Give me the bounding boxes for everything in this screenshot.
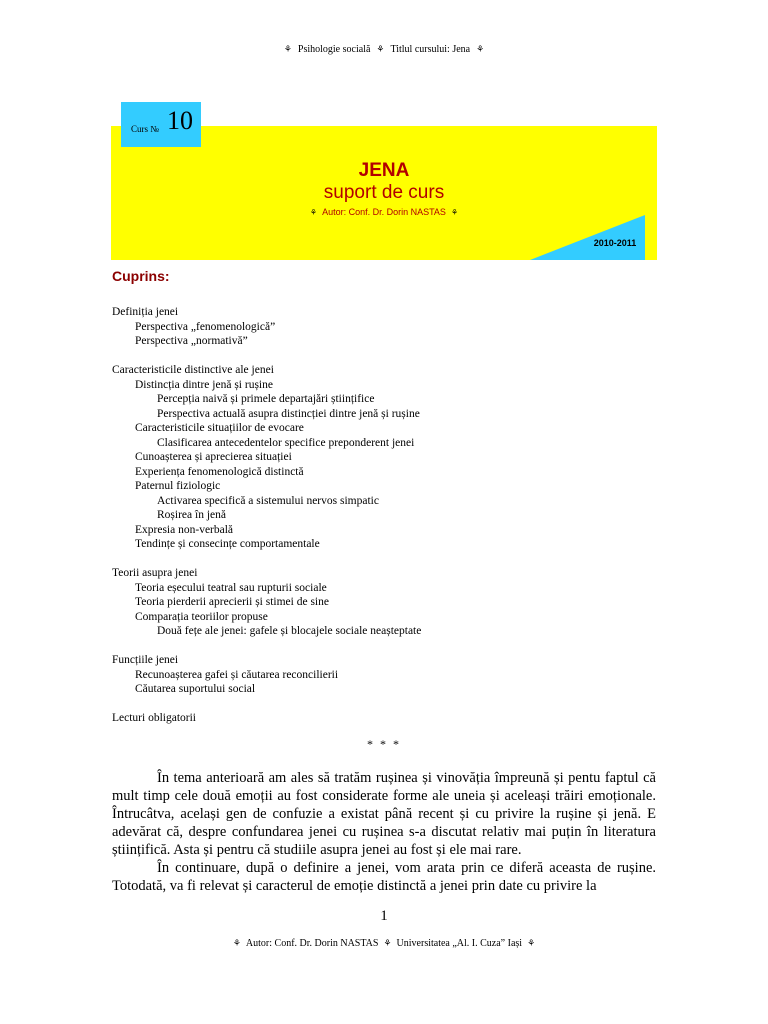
toc-item: Caracteristicile situațiilor de evocare (135, 422, 304, 434)
toc-spacer (112, 639, 672, 654)
toc-item: Activarea specifică a sistemului nervos simpatic (157, 494, 379, 507)
ornament-icon: ⚘ (309, 208, 318, 217)
toc-heading: Cuprins: (112, 268, 170, 284)
ornament-icon: ⚘ (450, 208, 459, 217)
toc-item: Caracteristicile distinctive ale jenei (112, 364, 274, 376)
toc-item: Teoria eșecului teatral sau rupturii sociale (135, 581, 327, 594)
body-text (112, 769, 656, 895)
running-header (0, 44, 768, 55)
paragraph: În tema anterioară am ales să tratăm rușinea și vinovăția împreună și pentu faptul că mult timp cele două emoții au fost considerate forme ale uneia și aceleași trăiri emoționale. Întrucâtva, același gen de confuzie a existat până recent și cu privire la rușine și jenă. E adevărat că, despre confundarea jenei cu rușinea s-a discutat relativ mai puțin în literatura științifică. Asta și pentru că studiile asupra jenei au fost și ele mai rare. (112, 770, 656, 858)
course-number: 10 (167, 106, 193, 135)
toc-spacer (112, 349, 672, 364)
toc-spacer (112, 697, 672, 712)
toc-item: Tendințe și consecințe comportamentale (135, 538, 320, 550)
toc-item: Teoria pierderii aprecierii și stimei de sine (135, 596, 329, 608)
toc-item: Roșirea în jenă (157, 509, 226, 521)
document-title: JENA (358, 160, 410, 181)
toc-item: Cunoașterea și aprecierea situației (135, 451, 292, 463)
toc-item: Clasificarea antecedentelor specifice preponderent jenei (157, 436, 415, 449)
academic-year: 2010-2011 (593, 238, 637, 248)
ornament-icon: ⚘ (283, 45, 292, 55)
toc-item: Teorii asupra jenei (112, 567, 198, 579)
toc-item: Perspectiva actuală asupra distincției dintre jenă și rușine (157, 407, 420, 420)
ornament-icon: ⚘ (383, 939, 392, 949)
author-name: Autor: Conf. Dr. Dorin NASTAS (322, 207, 446, 217)
toc-item: Paternul fiziologic (135, 480, 221, 492)
footer-author: Autor: Conf. Dr. Dorin NASTAS (245, 938, 379, 949)
ornament-icon: ⚘ (376, 45, 385, 55)
page-number: 1 (380, 908, 388, 924)
toc-item: Percepția naivă și primele departajări științifice (157, 393, 375, 405)
toc-item: Două fețe ale jenei: gafele și blocajele sociale neașteptate (157, 625, 422, 637)
footer-institution: Universitatea „Al. I. Cuza” Iași (396, 938, 523, 949)
running-footer (0, 938, 768, 949)
document-subtitle: suport de curs (323, 182, 445, 203)
toc-item: Distincția dintre jenă și rușine (135, 378, 273, 391)
paragraph: În continuare, după o definire a jenei, vom arata prin ce diferă aceasta de rușine. Totodată, va fi relevat și caracterul de emoție distinctă a jenei prin date cu privire la (112, 860, 656, 894)
course-number-box (121, 102, 201, 147)
toc-item: Perspectiva „normativă” (135, 335, 248, 347)
toc-item: Lecturi obligatorii (112, 712, 196, 724)
toc-item: Comparația teoriilor propuse (135, 610, 268, 623)
table-of-contents (112, 305, 672, 726)
ornament-icon: ⚘ (527, 939, 536, 949)
ornament-icon: ⚘ (476, 45, 485, 55)
toc-item: Recunoașterea gafei și căutarea reconcilierii (135, 668, 339, 681)
course-title: Titlul cursului: Jena (390, 44, 471, 55)
toc-item: Perspectiva „fenomenologică” (135, 320, 276, 333)
course-number-label: Curs № (131, 124, 159, 134)
toc-item: Funcțiile jenei (112, 654, 179, 666)
toc-item: Experiența fenomenologică distinctă (135, 465, 304, 478)
toc-item: Căutarea suportului social (135, 683, 256, 695)
toc-item: Expresia non-verbală (135, 523, 234, 536)
ornament-icon: ⚘ (232, 939, 241, 949)
section-separator: * * * (367, 737, 401, 751)
author-line (111, 207, 657, 217)
course-name: Psihologie socială (297, 44, 371, 55)
toc-spacer (112, 552, 672, 567)
toc-item: Definiția jenei (112, 306, 179, 318)
